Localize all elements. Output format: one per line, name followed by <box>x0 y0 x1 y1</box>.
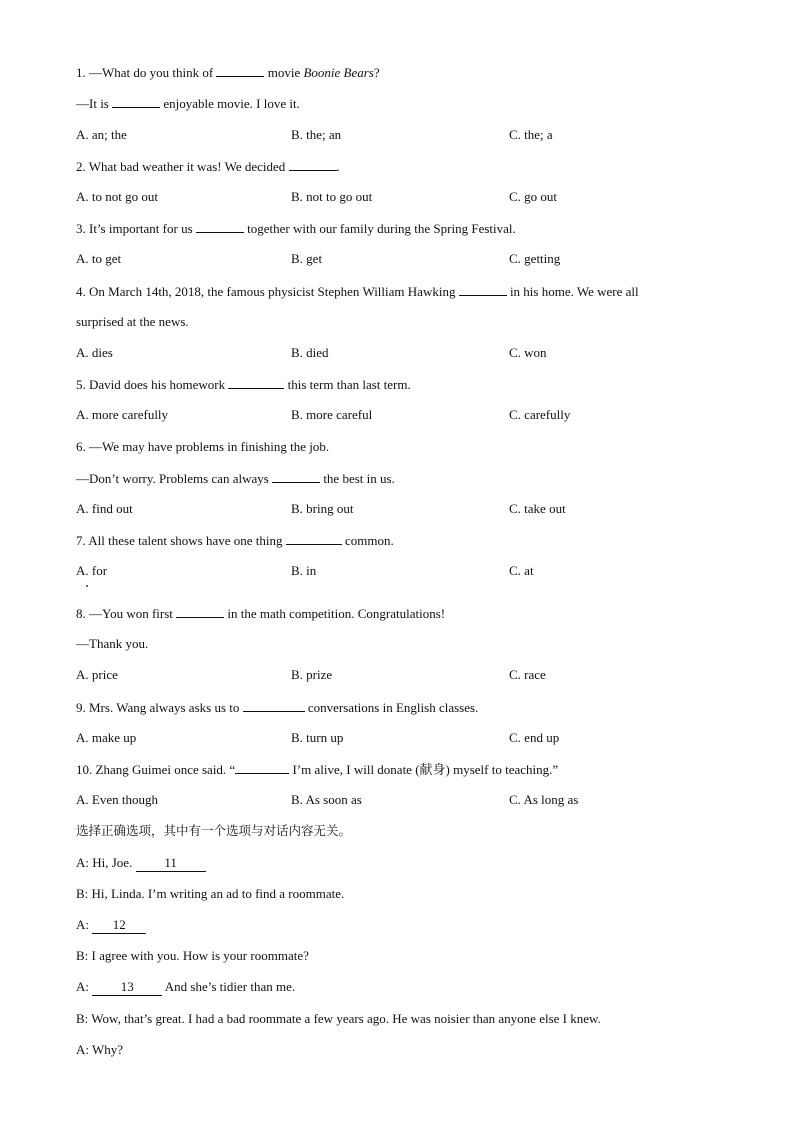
numbered-blank: 12 <box>92 917 146 934</box>
dialogue-text: A: <box>76 979 93 994</box>
option-b: B. died <box>291 345 329 360</box>
option-c: C. As long as <box>509 792 579 807</box>
answer-blank <box>289 158 337 171</box>
option-c: C. at <box>509 563 534 578</box>
option-c: C. take out <box>509 501 566 516</box>
option-b: B. the; an <box>291 127 342 142</box>
option-c: C. the; a <box>509 127 553 142</box>
dialogue-line-a1 <box>76 855 206 872</box>
question-text: 8. —You won first <box>76 606 177 621</box>
option-b: B. more careful <box>291 407 373 422</box>
question-text: 9. Mrs. Wang always asks us to <box>76 700 243 715</box>
question-text: —It is <box>76 96 113 111</box>
question-4 <box>76 283 639 300</box>
question-text: movie <box>264 65 304 80</box>
option-c: C. go out <box>509 189 558 204</box>
option-a: A. to not go out <box>76 189 158 204</box>
question-7 <box>76 532 394 549</box>
question-text: 7. All these talent shows have one thing <box>76 533 286 548</box>
question-5 <box>76 376 411 393</box>
question-1 <box>76 64 380 81</box>
question-text: ? <box>373 65 380 80</box>
option-b: B. prize <box>291 667 333 682</box>
question-text: in his home. We were all <box>506 284 639 299</box>
dialogue-text: A: Hi, Joe. <box>76 855 136 870</box>
option-b: B. get <box>291 251 323 266</box>
question-text: I’m alive, I will donate (献身) myself to teaching.” <box>289 762 559 777</box>
question-text: 1. —What do you think of <box>76 65 217 80</box>
option-a: A. dies <box>76 345 113 360</box>
question-9 <box>76 699 478 716</box>
answer-blank <box>112 95 160 108</box>
option-b: B. not to go out <box>291 189 373 204</box>
dialogue-text: And she’s tidier than me. <box>162 979 296 994</box>
question-text: enjoyable movie. I love it. <box>160 96 300 111</box>
option-c: C. carefully <box>509 407 571 422</box>
question-2 <box>76 158 340 175</box>
question-text: together with our family during the Spring Festival. <box>243 221 516 236</box>
answer-blank <box>272 470 320 483</box>
numbered-blank: 13 <box>92 979 162 996</box>
dialogue-line-b3: B: Wow, that’s great. I had a bad roommate a few years ago. He was noisier than anyone else I knew. <box>76 1011 601 1026</box>
option-a: A. make up <box>76 730 137 745</box>
question-text: in the math competition. Congratulations! <box>224 606 446 621</box>
option-a: A. to get <box>76 251 122 266</box>
question-text: this term than last term. <box>284 377 411 392</box>
answer-blank <box>216 64 264 77</box>
option-a: A. an; the <box>76 127 127 142</box>
answer-blank <box>459 283 507 296</box>
question-text: conversations in English classes. <box>304 700 479 715</box>
option-c: C. end up <box>509 730 560 745</box>
dialogue-line-a2 <box>76 917 146 934</box>
dialogue-line-b1: B: Hi, Linda. I’m writing an ad to find a roommate. <box>76 886 345 901</box>
dialogue-line-b2: B: I agree with you. How is your roommate? <box>76 948 309 963</box>
question-text: —Don’t worry. Problems can always <box>76 471 273 486</box>
option-a: A. find out <box>76 501 133 516</box>
dialogue-text: A: <box>76 917 93 932</box>
option-a: A. for <box>76 563 108 578</box>
question-text: the best in us. <box>320 471 395 486</box>
answer-blank <box>286 532 342 545</box>
question-text: 4. On March 14th, 2018, the famous physicist Stephen William Hawking <box>76 284 459 299</box>
answer-blank <box>176 605 224 618</box>
question-6: 6. —We may have problems in finishing the job. <box>76 439 330 454</box>
question-3 <box>76 220 516 237</box>
section-instruction: 选择正确选项，其中有一个选项与对话内容无关。 <box>76 823 352 838</box>
question-text: common. <box>341 533 394 548</box>
option-a: A. more carefully <box>76 407 169 422</box>
question-text: 10. Zhang Guimei once said. “ <box>76 762 236 777</box>
question-6-line-2 <box>76 470 395 487</box>
option-c: C. getting <box>509 251 561 266</box>
option-b: B. turn up <box>291 730 344 745</box>
option-c: C. race <box>509 667 546 682</box>
answer-blank <box>243 699 305 712</box>
question-text: 3. It’s important for us <box>76 221 196 236</box>
dialogue-line-a4: A: Why? <box>76 1042 124 1057</box>
option-c: C. won <box>509 345 547 360</box>
question-10 <box>76 761 558 778</box>
answer-blank <box>196 220 244 233</box>
question-4-line-2: surprised at the news. <box>76 314 189 329</box>
question-8 <box>76 605 445 622</box>
question-8-line-2: —Thank you. <box>76 636 149 651</box>
option-b: B. bring out <box>291 501 354 516</box>
question-text: 5. David does his homework <box>76 377 229 392</box>
option-a: A. Even though <box>76 792 158 807</box>
option-a: A. price <box>76 667 118 682</box>
option-b: B. in <box>291 563 317 578</box>
numbered-blank: 11 <box>136 855 206 872</box>
option-b: B. As soon as <box>291 792 362 807</box>
question-1-line-2 <box>76 95 300 112</box>
dialogue-line-a3 <box>76 979 295 996</box>
question-text: . <box>336 159 340 174</box>
answer-blank <box>228 376 284 389</box>
answer-blank <box>235 761 289 774</box>
movie-title: Boonie Bears <box>303 65 374 80</box>
question-text: 2. What bad weather it was! We decided <box>76 159 289 174</box>
stray-dot <box>86 585 88 587</box>
